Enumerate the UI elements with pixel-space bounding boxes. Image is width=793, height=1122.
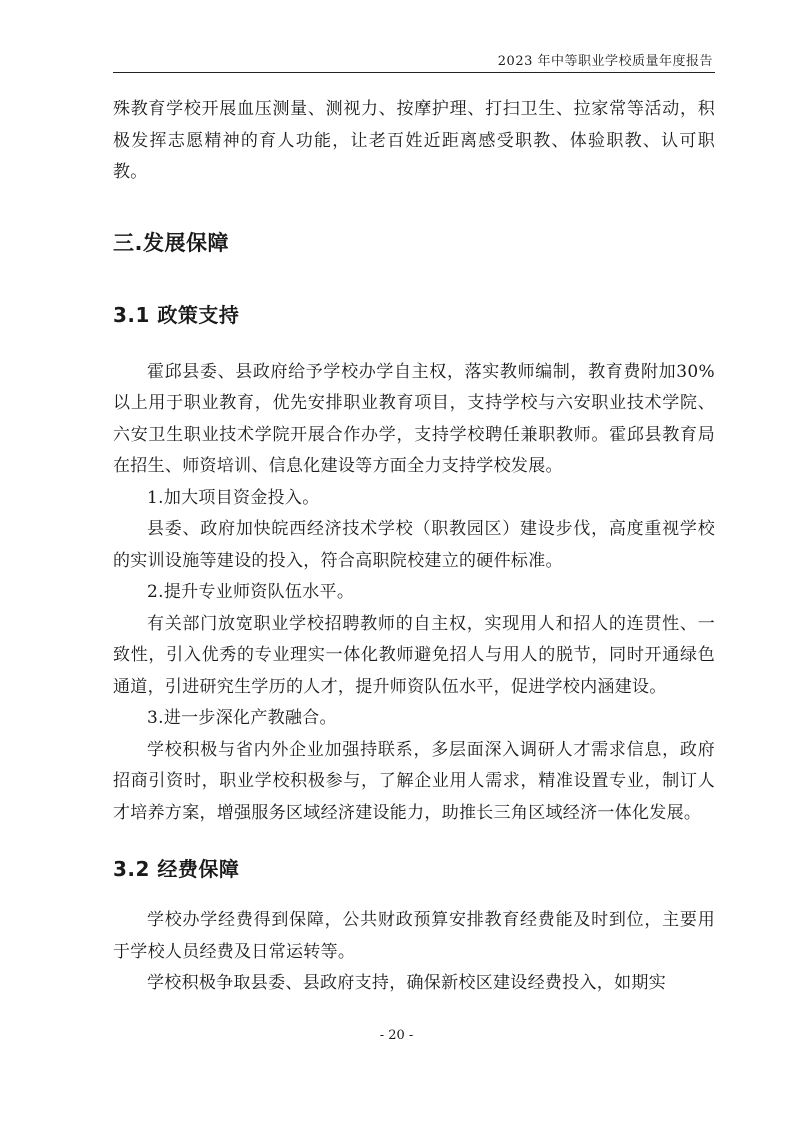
policy-paragraph-1: 霍邱县委、县政府给予学校办学自主权，落实教师编制，教育费附加30%以上用于职业教育，优先安排职业教育项目，支持学校与六安职业技术学院、六安卫生职业技术学院开展合作办学，支持学校聘任兼职教师。霍邱县教育局在招生、师资培训、信息化建设等方面全力支持学校发展。 [113, 361, 715, 476]
funding-paragraph-1: 学校办学经费得到保障，公共财政预算安排教育经费能及时到位，主要用于学校人员经费及日常运转等。 [113, 910, 715, 962]
subsection-heading-policy-support: 3.1 政策支持 [113, 302, 240, 327]
page-number: - 20 - [379, 1028, 414, 1043]
policy-item-3-heading: 3.进一步深化产教融合。 [147, 708, 337, 728]
policy-item-1-heading: 1.加大项目资金投入。 [147, 487, 320, 508]
subsection-heading-funding-guarantee: 3.2 经费保障 [113, 857, 240, 881]
policy-item-2-heading: 2.提升专业师资队伍水平。 [147, 582, 355, 602]
section-heading-development-guarantee: 三.发展保障 [113, 230, 229, 255]
header-divider [113, 72, 715, 73]
continuation-paragraph: 殊教育学校开展血压测量、测视力、按摩护理、打扫卫生、拉家常等活动，积极发挥志愿精神的育人功能，让老百姓近距离感受职教、体验职教、认可职教。 [113, 99, 715, 182]
policy-paragraph-3: 有关部门放宽职业学校招聘教师的自主权，实现用人和招人的连贯性、一致性，引入优秀的专业理实一体化教师避免招人与用人的脱节，同时开通绿色通道，引进研究生学历的人才，提升师资队伍水平，促进学校内涵建设。 [113, 613, 715, 697]
policy-paragraph-2: 县委、政府加快皖西经济技术学校（职教园区）建设步伐，高度重视学校的实训设施等建设的投入，符合高职院校建立的硬件标准。 [113, 519, 715, 571]
policy-paragraph-4: 学校积极与省内外企业加强持联系，多层面深入调研人才需求信息，政府招商引资时，职业学校积极参与，了解企业用人需求，精准设置专业，制订人才培养方案，增强服务区域经济建设能力，助推长三角区域经济一体化发展。 [113, 739, 715, 823]
report-header-title: 2023 年中等职业学校质量年度报告 [497, 54, 713, 69]
funding-paragraph-2: 学校积极争取县委、县政府支持，确保新校区建设经费投入，如期实 [147, 973, 666, 993]
page-body [113, 94, 715, 1000]
